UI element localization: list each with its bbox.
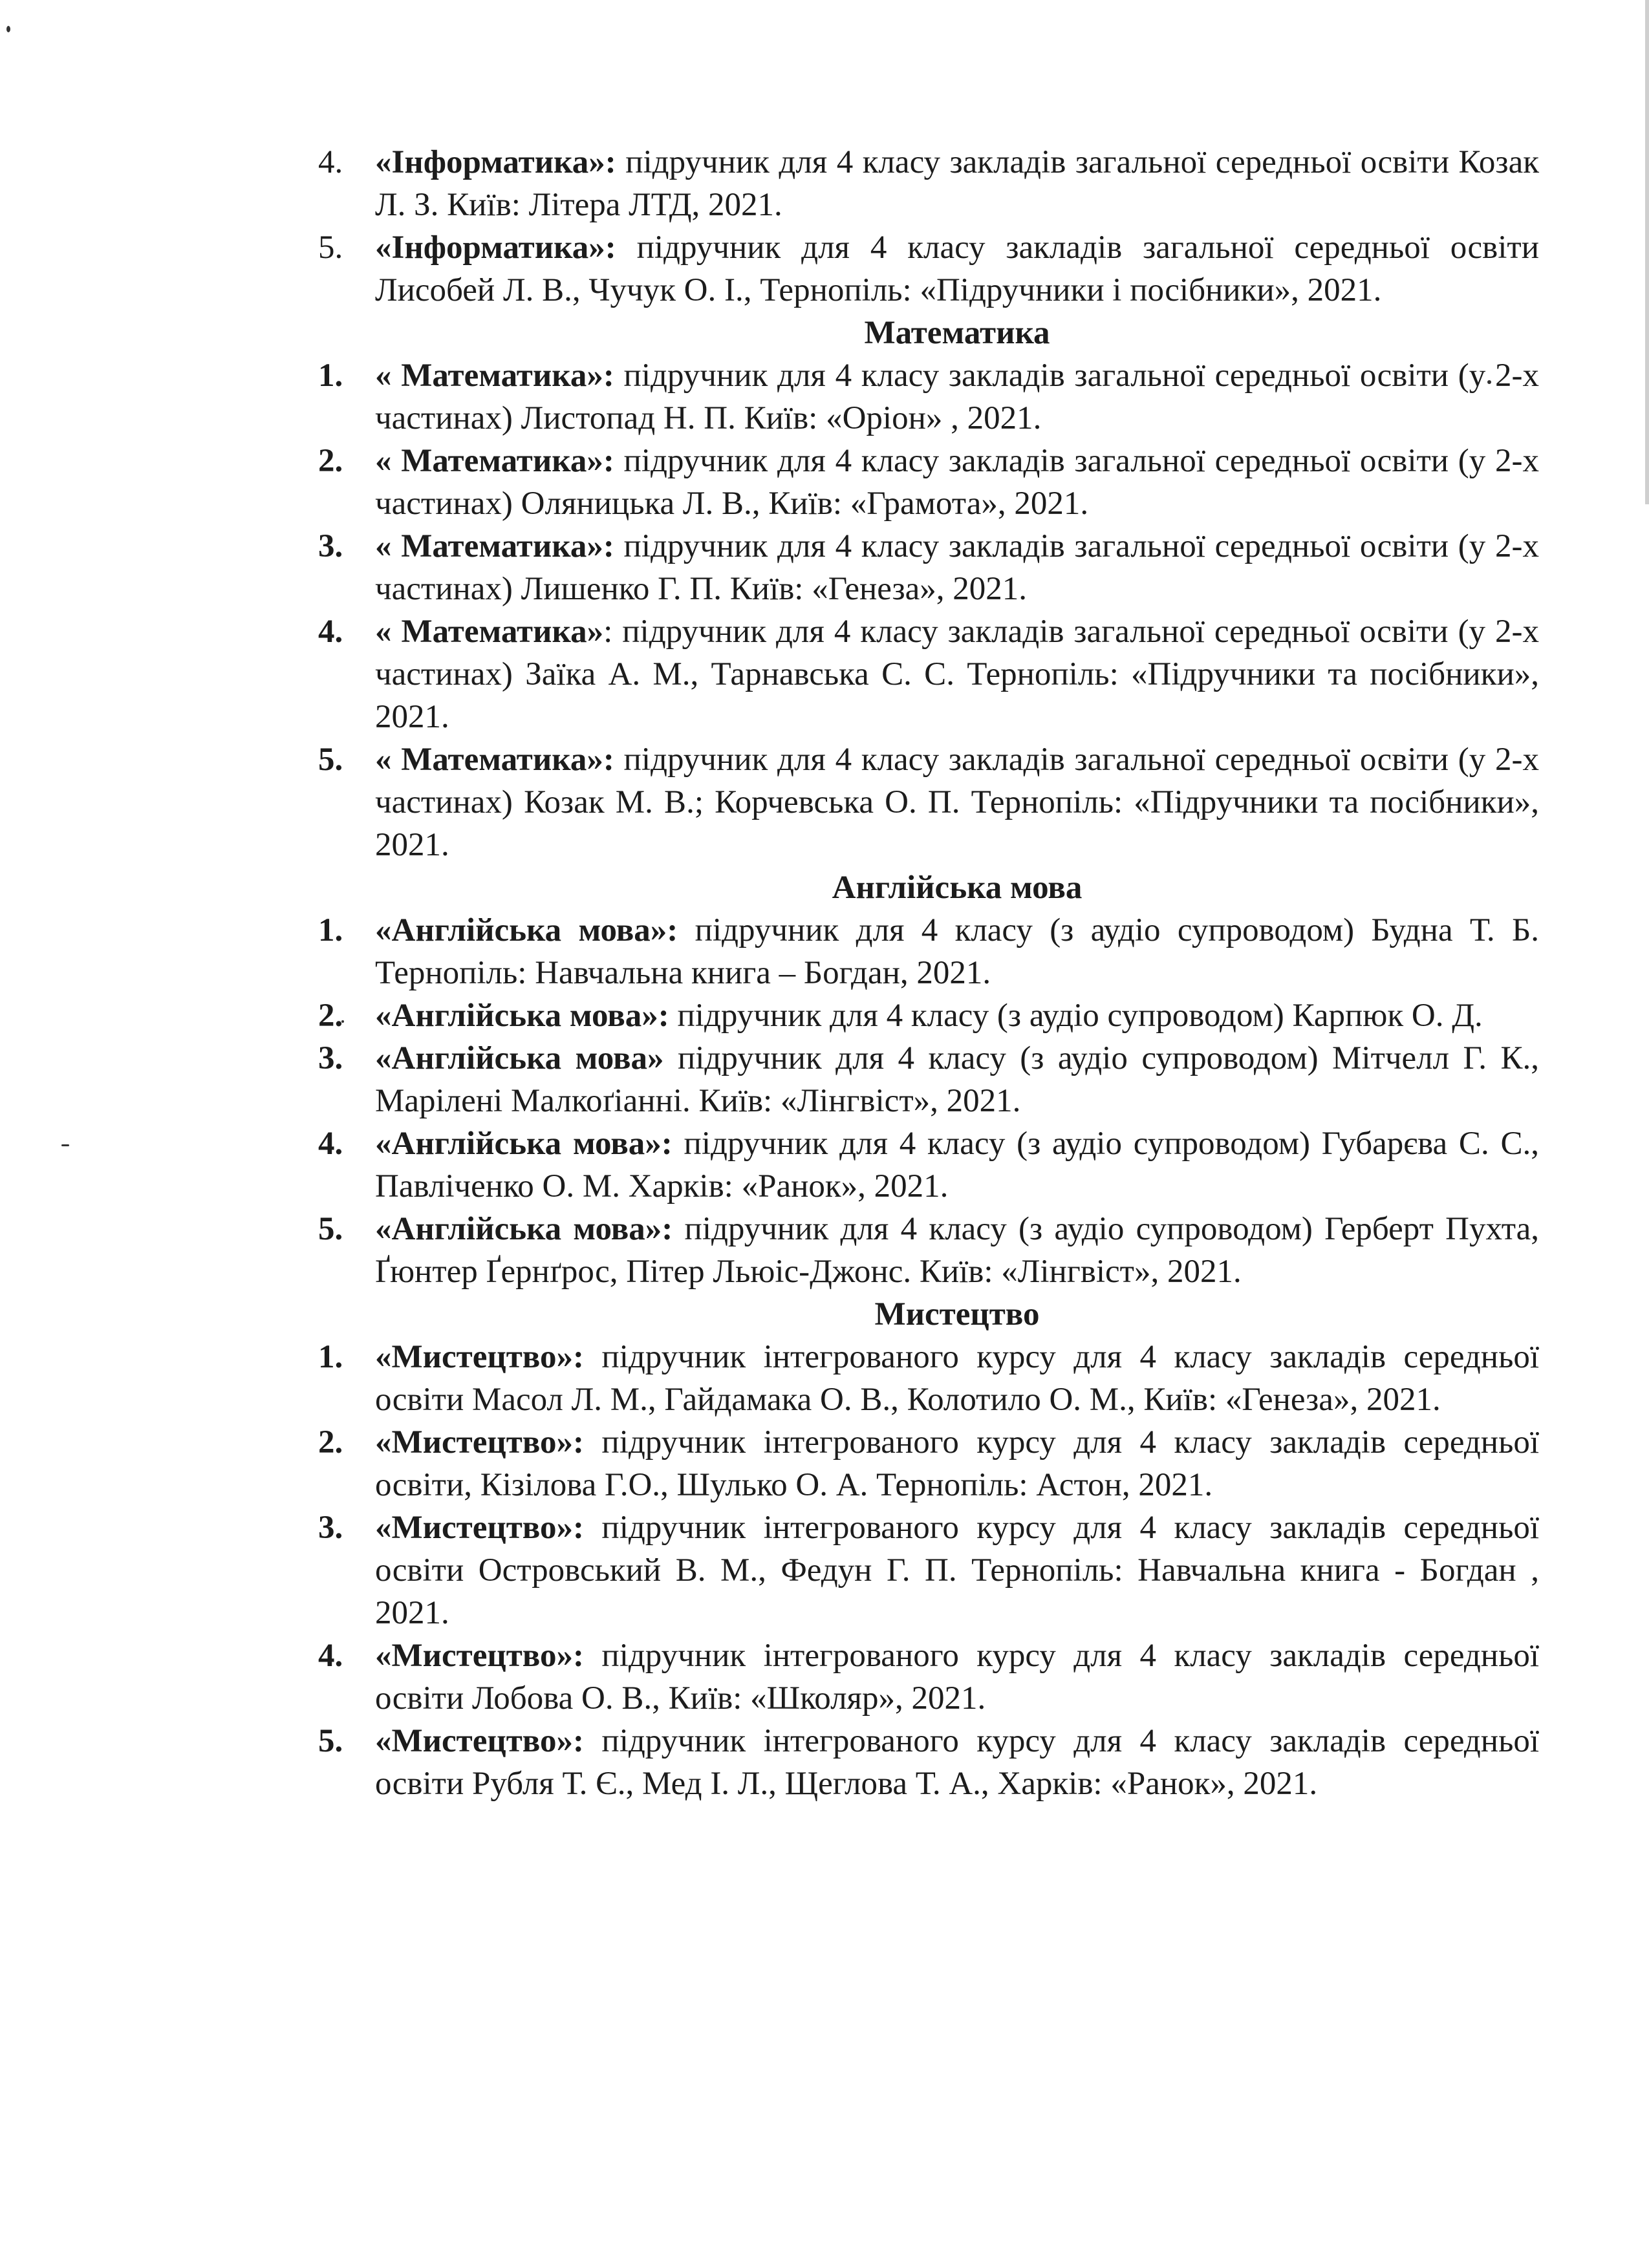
item-subject: « Математика»: [375, 528, 614, 564]
item-number: 2. [318, 1424, 343, 1460]
item-subject: « Математика»: [375, 443, 614, 479]
item-text: підручник для 4 класу закладів загальної середньої освіти (у 2-х частинах) Козак М. В.; Корчевська О. П. Тернопіль: «Підручники та посібники», 2021. [375, 742, 1539, 863]
item-subject: «Англійська мова»: [375, 1211, 673, 1247]
item-number: 5. [318, 742, 343, 778]
item-text: : підручник для 4 класу закладів загальної середньої освіти (у 2-х частинах) Заїка А. М., Тарнавська С. С. Тернопіль: «Підручники та посібники», 2021. [375, 614, 1540, 735]
list-item [318, 1421, 1539, 1506]
item-subject: «Мистецтво»: [375, 1424, 584, 1460]
item-number: 5. [318, 230, 343, 266]
art-list [318, 1336, 1539, 1805]
item-subject: «Мистецтво»: [375, 1339, 584, 1375]
list-item [318, 1634, 1539, 1720]
item-text: підручник для 4 класу закладів загальної середньої освіти Козак Л. З. Київ: Літера ЛТД, 2021. [375, 144, 1539, 223]
item-subject: «Мистецтво»: [375, 1510, 584, 1546]
item-text: підручник інтегрованого курсу для 4 класу закладів середньої освіти Островський В. М., Федун Г. П. Тернопіль: Навчальна книга - Богдан , 2021. [375, 1510, 1539, 1631]
item-number: 1. [318, 912, 343, 948]
item-number: 1. [318, 1339, 343, 1375]
item-number: 3. [318, 1510, 343, 1546]
item-text: підручник для 4 класу (з аудіо супроводом) Мітчелл Г. К., Марілені Малкоґіанні. Київ: «Лінгвіст», 2021. [375, 1040, 1539, 1119]
item-number: 4. [318, 144, 343, 180]
item-number: 3. [318, 1040, 343, 1076]
item-subject: «Англійська мова»: [375, 998, 669, 1034]
item-subject: «Англійська мова»: [375, 1126, 673, 1162]
item-number: 4. [318, 1126, 343, 1162]
item-text: підручник для 4 класу закладів загальної середньої освіти (у 2-х частинах) Лишенко Г. П. Київ: «Генеза», 2021. [375, 528, 1539, 607]
item-text: підручник для 4 класу (з аудіо супроводом) Губарєва С. С., Павліченко О. М. Харків: «Ранок», 2021. [375, 1126, 1539, 1204]
list-item [318, 994, 1539, 1037]
informatics-list [318, 141, 1539, 312]
item-text: підручник інтегрованого курсу для 4 класу закладів середньої освіти Масол Л. М., Гайдамака О. В., Колотило О. М., Київ: «Генеза», 2021. [375, 1339, 1539, 1418]
item-number: 5. [318, 1211, 343, 1247]
scan-edge-shadow [1645, 0, 1649, 504]
list-item [318, 440, 1539, 525]
item-text: підручник для 4 класу закладів загальної середньої освіти Лисобей Л. В., Чучук О. І., Тернопіль: «Підручники і посібники», 2021. [375, 230, 1539, 308]
item-subject: «Інформатика»: [375, 230, 616, 266]
item-text: підручник для 4 класу (з аудіо супроводом) Карпюк О. Д. [669, 998, 1483, 1034]
item-number: 4. [318, 614, 343, 650]
section-title-math: Математика [864, 315, 1050, 351]
list-item [318, 909, 1539, 994]
item-text: підручник інтегрованого курсу для 4 класу закладів середньої освіти Рубля Т. Є., Мед І. Л., Щеглова Т. А., Харків: «Ранок», 2021. [375, 1723, 1539, 1802]
document-body [318, 141, 1539, 1805]
english-list [318, 909, 1539, 1293]
list-item [318, 1122, 1539, 1208]
item-text: підручник інтегрованого курсу для 4 класу закладів середньої освіти Лобова О. В., Київ: «Школяр», 2021. [375, 1638, 1539, 1717]
list-item [318, 525, 1539, 610]
item-subject: « Математика» [375, 614, 604, 650]
item-number: 3. [318, 528, 343, 564]
item-subject: «Англійська мова» [375, 1040, 664, 1076]
list-item [318, 1037, 1539, 1122]
section-title-art: Мистецтво [874, 1296, 1040, 1332]
item-subject: «Англійська мова»: [375, 912, 678, 948]
section-title-english: Англійська мова [832, 870, 1083, 906]
list-item [318, 1506, 1539, 1634]
item-number: 4. [318, 1638, 343, 1674]
item-subject: « Математика»: [375, 742, 614, 778]
list-item [318, 141, 1539, 226]
math-list [318, 354, 1539, 866]
list-item [318, 1720, 1539, 1805]
list-item [318, 1336, 1539, 1421]
item-text: підручник для 4 класу закладів загальної середньої освіти (у 2-х частинах) Оляницька Л. В., Київ: «Грамота», 2021. [375, 443, 1539, 522]
item-text: підручник для 4 класу закладів загальної середньої освіти (у 2-х частинах) Листопад Н. П. Київ: «Оріон» , 2021. [375, 358, 1539, 436]
item-text: підручник для 4 класу (з аудіо супроводом) Будна Т. Б. Тернопіль: Навчальна книга – Богдан, 2021. [375, 912, 1539, 991]
list-item [318, 610, 1539, 738]
list-item [318, 354, 1539, 440]
item-text: підручник інтегрованого курсу для 4 класу закладів середньої освіти, Кізілова Г.О., Шулько О. А. Тернопіль: Астон, 2021. [375, 1424, 1539, 1503]
scan-speck [61, 1144, 69, 1146]
item-subject: « Математика»: [375, 358, 614, 394]
item-number: 2. [318, 998, 343, 1034]
item-number: 5. [318, 1723, 343, 1759]
item-number: 1. [318, 358, 343, 394]
scan-speck [6, 26, 10, 32]
list-item [318, 738, 1539, 866]
item-text: підручник для 4 класу (з аудіо супроводом) Герберт Пухта, Ґюнтер Ґернґрос, Пітер Льюіс-Джонс. Київ: «Лінгвіст», 2021. [375, 1211, 1540, 1290]
item-subject: «Мистецтво»: [375, 1723, 584, 1759]
item-subject: «Інформатика»: [375, 144, 616, 180]
item-number: 2. [318, 443, 343, 479]
list-item [318, 1208, 1539, 1293]
list-item [318, 226, 1539, 312]
item-subject: «Мистецтво»: [375, 1638, 584, 1674]
